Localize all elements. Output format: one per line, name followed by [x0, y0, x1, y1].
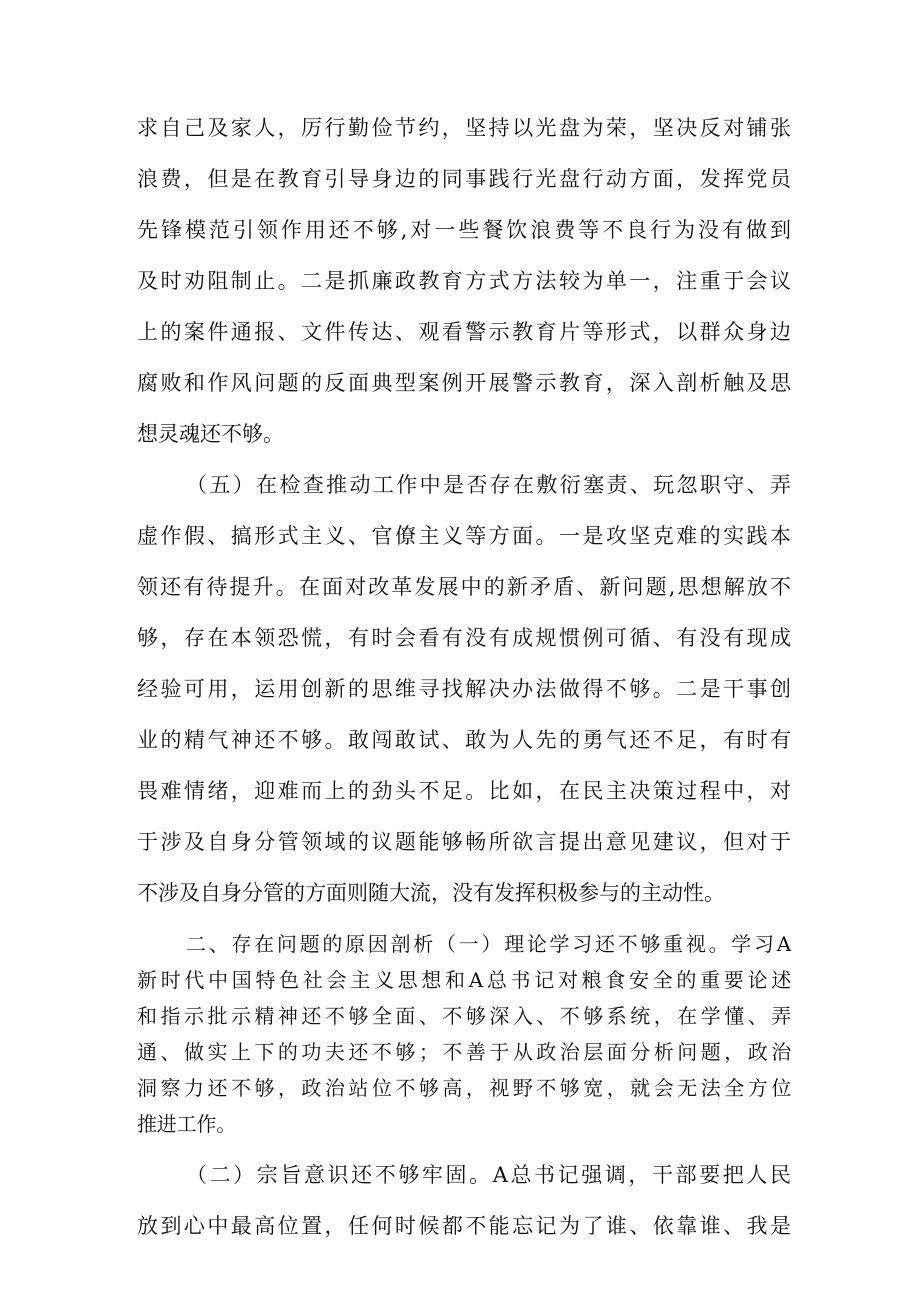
text-line: 领还有待提升。在面对改革发展中的新矛盾、新问题,思想解放不 [137, 575, 791, 599]
text-line: 放到心中最高位置，任何时候都不能忘记为了谁、依靠谁、我是 [137, 1214, 791, 1238]
text-line: 通、做实上下的功夫还不够；不善于从政治层面分析问题，政治 [137, 1040, 791, 1064]
text-line: 业的精气神还不够。敢闯敢试、敢为人先的勇气还不足，有时有 [137, 728, 791, 752]
text-line: 先锋模范引领作用还不够,对一些餐饮浪费等不良行为没有做到 [137, 218, 791, 242]
text-line: 新时代中国特色社会主义思想和A总书记对粮食安全的重要论述 [137, 968, 791, 992]
text-line: 虚作假、搞形式主义、官僚主义等方面。一是攻坚克难的实践本 [137, 524, 791, 548]
text-line: 二、存在问题的原因剖析（一）理论学习还不够重视。学习A [186, 932, 791, 956]
text-line: 求自己及家人，厉行勤俭节约，坚持以光盘为荣，坚决反对铺张 [137, 116, 791, 140]
text-line: 经验可用，运用创新的思维寻找解决办法做得不够。二是干事创 [137, 677, 791, 701]
text-line: 推进工作。 [137, 1112, 236, 1136]
text-line: 畏难情绪，迎难而上的劲头不足。比如，在民主决策过程中，对 [137, 779, 791, 803]
text-line: 和指示批示精神还不够全面、不够深入、不够系统，在学懂、弄 [137, 1004, 791, 1028]
text-line: 够，存在本领恐慌，有时会看有没有成规惯例可循、有没有现成 [137, 626, 791, 650]
text-line: （五）在检查推动工作中是否存在敷衍塞责、玩忽职守、弄 [186, 473, 791, 497]
text-line: 洞察力还不够，政治站位不够高，视野不够宽，就会无法全方位 [137, 1076, 791, 1100]
text-line: 腐败和作风问题的反面典型案例开展警示教育，深入剖析触及思 [137, 371, 791, 395]
text-line: （二）宗旨意识还不够牢固。A总书记强调，干部要把人民 [186, 1163, 791, 1187]
text-line: 不涉及自身分管的方面则随大流，没有发挥积极参与的主动性。 [137, 881, 725, 905]
text-line: 浪费，但是在教育引导身边的同事践行光盘行动方面，发挥党员 [137, 167, 791, 191]
text-line: 及时劝阻制止。二是抓廉政教育方式方法较为单一，注重于会议 [137, 269, 791, 293]
text-line: 上的案件通报、文件传达、观看警示教育片等形式，以群众身边 [137, 320, 791, 344]
text-line: 于涉及自身分管领域的议题能够畅所欲言提出意见建议，但对于 [137, 830, 791, 854]
text-line: 想灵魂还不够。 [137, 422, 284, 446]
